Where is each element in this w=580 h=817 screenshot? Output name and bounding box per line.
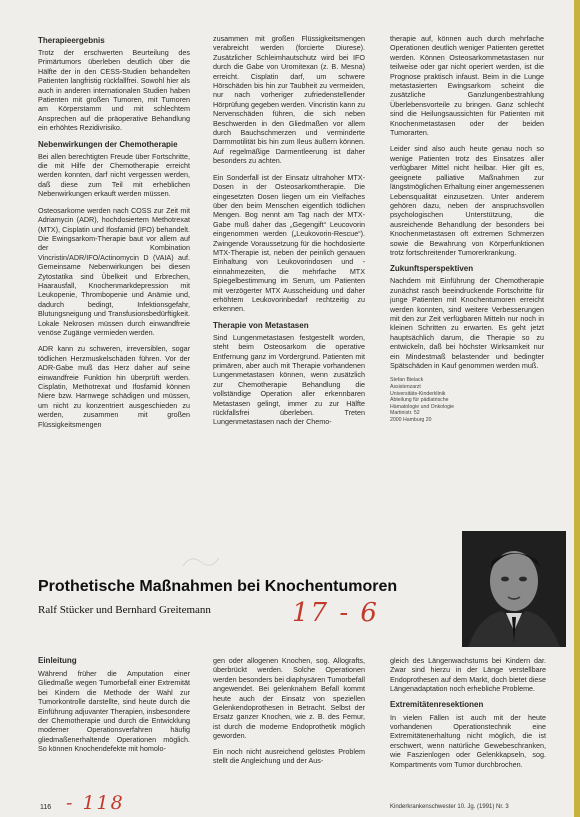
author-line: Assistenzarzt [390,384,421,390]
paragraph: gen oder allogenen Knochen, sog. Allografts, überbrückt werden. Solche Operationen werden besonders bei diaphysären Tumorbefall angewendet. Bei gelenknahem Befall kommt heute auch der Einsatz von speziellen Gelenkendoprothesen in Betracht. Selbst der Ersatz ganzer Knochen, wie z. B. des Femur, ist durch die moderne Endoprothetik möglich geworden. [213,656,365,741]
handwritten-annotation: 17 - 6 [292,598,379,628]
paragraph: ADR kann zu schweren, irreversiblen, sogar tödlichen Herzmuskelschäden führen. Vor der ADR-Gabe muß das Herz daher auf seine einwandfreie Funktion hin überprüft werden. Cisplatin, Methotrexat und Ifosfamid können Niere bzw. Harnwege schädigen und müssen, um nicht zu konzentriert ausgeschieden zu werden, zusammen mit großen Flüssigkeitsmengen [38,344,190,429]
author-line: 2000 Hamburg 20 [390,416,432,423]
paragraph: Bei allen berechtigten Freude über Fortschritte, die mit Hilfe der Chemotherapie erreicht werden konnten, darf nicht vergessen werden, daß diese zum Teil mit erheblichen Nebenwirkungen erkauft werden müssen. [38,151,190,199]
heading-extremitaetenresektionen: Extremitätenresektionen [390,699,484,709]
paragraph: Während früher die Amputation einer Gliedmaße wegen Tumorbefall einer Extremität bei Kindern die Methode der Wahl zur Tumorkontrolle darstellte, sind heute durch die Einführung adjuvanter Therapien, insbesondere der Chemotherapie und durch die Entwicklung moderner Operationsverfahren häufig gliedmaßenerhaltende Operationen möglich. So können Knochendefekte mit homolo- [38,669,190,754]
portrait-image [462,531,566,647]
column-2 [213,34,365,550]
article-authors: Ralf Stücker und Bernhard Greitemann [38,604,211,616]
bottom-column-1 [38,656,190,802]
heading-therapieergebnis: Therapieergebnis [38,36,105,45]
heading-zukunftsperspektiven: Zukunftsperspektiven [390,264,474,274]
paragraph: zusammen mit großen Flüssigkeitsmengen verabreicht werden (forcierte Diurese). Zusätzlicher Schleimhautschutz wird bei IFO durch die Gabe von Uromitexan (z. B. Mesna) erreicht. Cisplatin darf, um schwere Hörschäden bis hin zur Taubheit zu vermeiden, nur nach vorheriger zufriedenstellender Hörprüfung gegeben werden. Vincristin kann zu Nervenschäden führen, die sich neben Beschwerden in den Gliedmaßen vor allem durch Bauchschmerzen und verminderte Darmmotilität bis hin zum Ileus äußern können. Auf regelmäßige Darmentleerung ist daher besonders zu achten. [213,34,365,166]
paragraph: Ein Sonderfall ist der Einsatz ultrahoher MTX-Dosen in der Osteosarkomtherapie. Die eingesetzten Dosen liegen um ein Vielfaches über den beim Menschen eigentlich tödlichen Mengen. Bog nennt am Tag nach der MTX-Gabe muß daher das „Gegengift“ Leucovorin eingenommen werden („Leukovorin-Rescue“). Zwingende Voraussetzung für die hochdosierte MTX-Therapie ist, neben der peinlich genauen Einhaltung von Leukovorindosen und -einnahmezeiten, die mehrfache MTX Spiegelbestimmung im Serum, um Patienten mit verzögerter MTX Ausscheidung und daher erhöhtem Leukovorinbedarf rechtzeitig zu erkennen. [213,172,365,314]
paragraph: Ein noch nicht ausreichend gelöstes Problem stellt die Angleichung und der Aus- [213,746,365,766]
column-3 [390,34,544,550]
author-line: Universitäts-Kinderklinik [390,390,446,397]
author-line: Stefan Bielack [390,377,424,384]
paragraph: Osteosarkome werden nach COSS zur Zeit mit Adriamycin (ADR), hochdosiertem Methotrexat (MTX), Cisplatin und Ifosfamid (IFO) behandelt. Die Ewingsarkom-Therapie baut vor allem auf der Kombination Vincristin/ADR/IFO/Actinomycin D (VAIA) auf. Gemeinsame Nebenwirkungen bei diesen Zytostatika sind Übelkeit und Erbrechen, Haarausfall, Knochenmarkdepression mit Leukopenie, Thrombopenie und Anämie und, dadurch bedingt, Infektionsgefahr, Blutungsneigung und Transfusionsbedürftigkeit. Lokale Nekrosen müssen durch einwandfreie venöse Zugänge vermieden werden. [38,205,190,337]
heading-nebenwirkungen: Nebenwirkungen der Chemotherapie [38,139,178,149]
edge-stripe [574,0,580,817]
page-number: 116 [40,804,52,811]
paragraph: Trotz der erschwerten Beurteilung des Primärtumors überleben deutlich über die Hälfte der in den CESS-Studien behandelten Patienten langfristig rückfallfrei. Sowohl hier als auch in anderen internationalen Studien haben Patienten mit großen Tumoren, mit Tumoren am Körperstamm und mit schlechtem Ansprechen auf die präoperative Behandlung ein erhöhtes Rezidivrisiko. [38,48,190,133]
paragraph: gleich des Längenwachstums bei Kindern dar. Zwar sind hierzu in der Länge verstellbare Endoprothesen auf dem Markt, doch bietet diese Längenadaptation noch erhebliche Probleme. [390,656,546,694]
heading-metastasen: Therapie von Metastasen [213,320,309,330]
author-photo [462,531,566,647]
scan-artifact [181,552,221,572]
bottom-column-2 [213,656,365,802]
paragraph: Sind Lungenmetastasen festgestellt worden, steht beim Osteosarkom die operative Entfernung ganz im Vordergrund. Patienten mit primären, aber auch mit Therapie vorhandenen Lungenmetastasen können, wenn zusätzlich zur Chemotherapie Behandlung die vollständige Operation aller erkennbaren Metastasen gelingt, immer zu zur Hälfte rückfallsfrei überleben. Treten Lungenmetastasen nach der Chemo- [213,332,365,427]
article-title: Prothetische Maßnahmen bei Knochentumoren [38,578,398,595]
handwritten-page-annotation: - 118 [66,792,125,814]
paragraph: In vielen Fällen ist auch mit der heute vorhandenen Operationstechnik eine Extremitätenerhaltung nicht möglich, die ist erschwert, wenn natürliche Gewebeschranken, wie Faszienlogen oder Gelenkkapseln, sog. Kompartments vom Tumor durchbrochen. [390,712,546,769]
journal-source: Kinderkrankenschwester 10. Jg. (1991) Nr. 3 [390,804,509,810]
heading-einleitung: Einleitung [38,656,77,665]
paragraph: Nachdem mit Einführung der Chemotherapie zunächst rasch beeindruckende Fortschritte für junge Patienten mit Knochentumoren erreicht werden konnten, sind weitere Verbesserungen mit den zur Zeit verfügbaren Mitteln nur noch in kleinen Schritten zu erwarten. Es geht jetzt hauptsächlich darum, die Therapie so zu entwickeln, daß bei höchster Wirksamkeit nur ein Mindestmaß belastender und bedingter Spätschäden in Kauf genommen werden muß. [390,276,544,370]
paragraph: Leider sind also auch heute genau noch so wenige Patienten trotz des Einsatzes aller verfügbarer Mittel nicht heilbar. Hier gilt es, geeignete palliative Maßnahmen zur längstmöglichen Erhaltung einer angemessenen Lebensqualität einzusetzen. Unter anderem gehören dazu, neben der anspruchsvollen psychologischen Unterstützung, die ausreichende Behandlung der besonders bei Knochenmetastasen oft extremen Schmerzen sowie die Bewahrung von Körperfunktionen trotz fortschreitender Tumorerkrankung. [390,144,544,257]
author-line: Hämatologie und Onkologie [390,403,455,410]
bottom-column-3 [390,656,546,802]
author-line: Martinistr. 52 [390,410,420,417]
author-line: Abteilung für pädiatrische [390,397,449,404]
author-address [390,377,544,423]
column-1 [38,34,190,550]
paragraph: therapie auf, können auch durch mehrfache Operationen deutlich weniger Patienten gerettet werden. Können Osteosarkommetastasen nur teilweise oder gar nicht operiert werden, ist die Prognose praktisch infaust. Beim in die Lunge metastasierten Ewingsarkom scheint die zusätzliche Ganzlungenbestrahlung Überlebensvorteile zu bringen. Ganz schlecht sind die Heilungsaussichten für Patienten mit Knochenmetastasen oder der beiden Tumorarten. [390,34,544,138]
